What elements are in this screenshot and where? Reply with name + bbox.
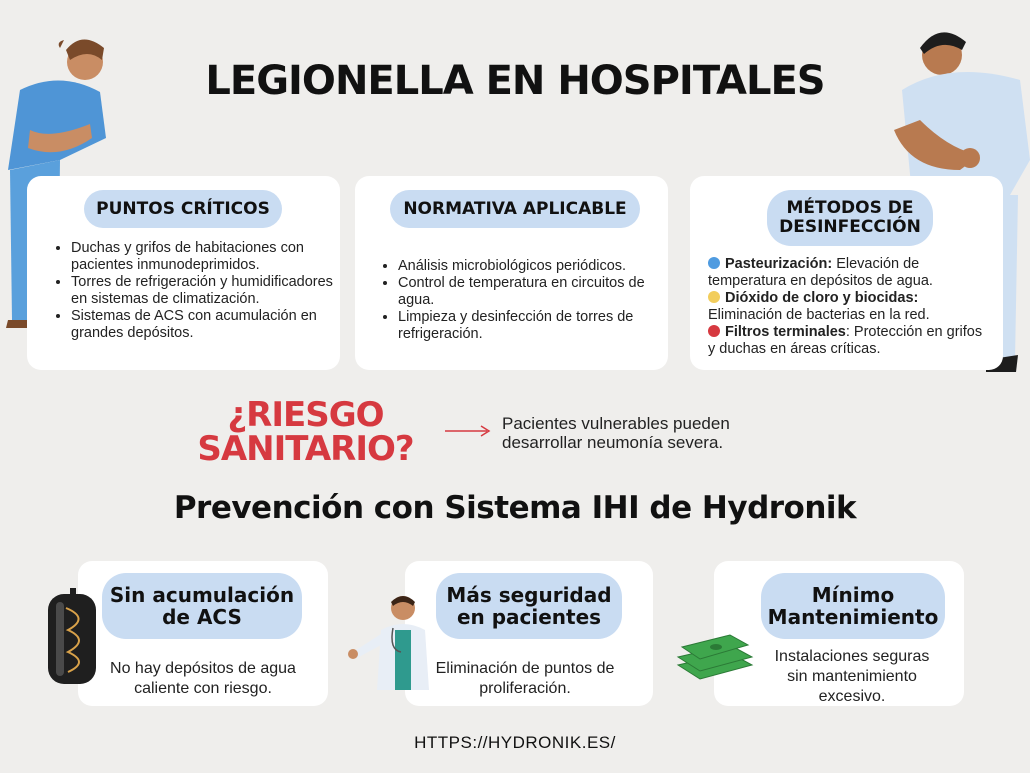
benefit-description: No hay depósitos de agua caliente con riesgo. xyxy=(110,660,296,697)
puntos-criticos-heading: PUNTOS CRÍTICOS xyxy=(84,190,282,228)
benefit-description: Eliminación de puntos de proliferación. xyxy=(435,660,615,697)
blue-dot-icon xyxy=(708,257,720,269)
normativa-heading: NORMATIVA APLICABLE xyxy=(390,190,640,228)
benefit-card-seguridad xyxy=(405,561,653,706)
list-item: • Limpieza y desinfección de torres de refrigeración. xyxy=(398,309,673,343)
red-dot-icon xyxy=(708,325,720,337)
page-title: LEGIONELLA EN HOSPITALES xyxy=(205,58,825,104)
benefit-title: Sin acumulación de ACS xyxy=(102,573,302,639)
benefit-title: Más seguridad en pacientes xyxy=(436,573,622,639)
list-item: • Sistemas de ACS con acumulación en grandes depósitos. xyxy=(71,308,343,342)
website-link[interactable]: HTTPS://HYDRONIK.ES/ xyxy=(414,733,616,752)
benefit-card-acumulacion xyxy=(78,561,328,706)
normativa-list xyxy=(382,258,673,343)
benefit-description: Instalaciones seguras sin mantenimiento excesivo. xyxy=(774,648,930,705)
puntos-criticos-list xyxy=(55,240,343,342)
benefit-title: Mínimo Mantenimiento xyxy=(761,573,945,639)
risk-heading: ¿RIESGO SANITARIO? xyxy=(197,395,414,469)
card-puntos-criticos xyxy=(27,176,340,370)
card-metodos-desinfeccion xyxy=(690,176,1003,370)
list-item: • Análisis microbiológicos periódicos. xyxy=(398,258,673,275)
list-item: • Torres de refrigeración y humidificadores en sistemas de climatización. xyxy=(71,274,343,308)
list-item: • Duchas y grifos de habitaciones con pacientes inmunodeprimidos. xyxy=(71,240,343,274)
water-tank-icon xyxy=(44,588,100,690)
risk-description: Pacientes vulnerables pueden desarrollar neumonía severa. xyxy=(502,414,730,452)
prevention-title: Prevención con Sistema IHI de Hydronik xyxy=(173,490,857,526)
card-normativa xyxy=(355,176,668,370)
doctor-icon xyxy=(343,590,439,692)
metodos-heading: MÉTODOS DE DESINFECCIÓN xyxy=(767,190,933,246)
method-dioxido: Dióxido de cloro y biocidas: Eliminación de bacterias en la red. xyxy=(708,290,930,323)
money-icon xyxy=(674,625,756,689)
list-item: • Control de temperatura en circuitos de agua. xyxy=(398,275,673,309)
arrow-right-icon xyxy=(443,424,493,438)
method-pasteurizacion: Pasteurización: Elevación de temperatura en depósitos de agua. xyxy=(708,256,933,289)
method-filtros: Filtros terminales: Protección en grifos y duchas en áreas críticas. xyxy=(708,324,983,357)
yellow-dot-icon xyxy=(708,291,720,303)
